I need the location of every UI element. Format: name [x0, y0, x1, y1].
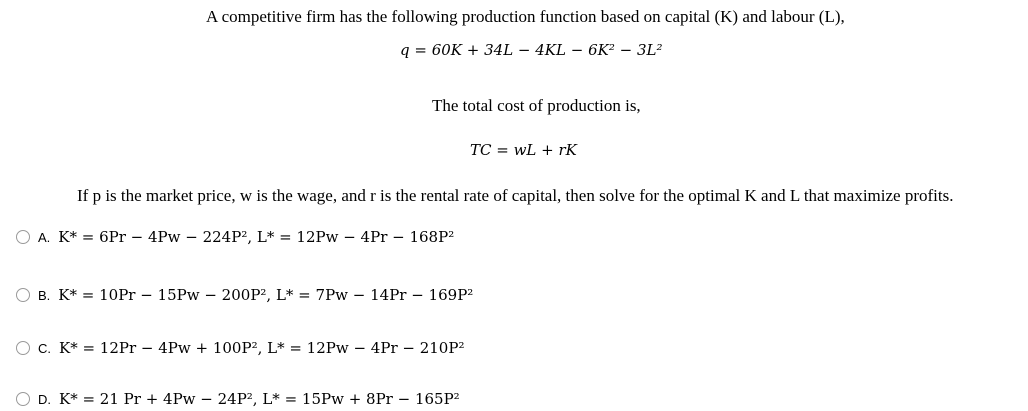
- option-a-text: K* = 6Pr − 4Pw − 224P², L* = 12Pw − 4Pr − 168P²: [58, 228, 455, 246]
- option-d-text: K* = 21 Pr + 4Pw − 24P², L* = 15Pw + 8Pr − 165P²: [59, 390, 460, 408]
- option-c-text: K* = 12Pr − 4Pw + 100P², L* = 12Pw − 4Pr − 210P²: [59, 339, 465, 357]
- radio-option-d[interactable]: [16, 392, 30, 406]
- option-c-letter: C.: [38, 340, 51, 356]
- question-text: If p is the market price, w is the wage, and r is the rental rate of capital, then solve for the optimal K and L that maximize profits.: [77, 186, 954, 205]
- option-a-letter: A.: [38, 229, 51, 245]
- option-c[interactable]: [16, 337, 464, 359]
- option-b[interactable]: [16, 284, 473, 306]
- production-equation: q = 60K + 34L − 4KL − 6K² − 3L²: [400, 41, 663, 59]
- option-d[interactable]: [16, 388, 460, 410]
- radio-option-a[interactable]: [16, 230, 30, 244]
- option-b-text: K* = 10Pr − 15Pw − 200P², L* = 7Pw − 14Pr − 169P²: [58, 286, 474, 304]
- radio-option-c[interactable]: [16, 341, 30, 355]
- cost-intro: The total cost of production is,: [432, 96, 641, 115]
- cost-equation: TC = wL + rK: [470, 141, 577, 159]
- option-a[interactable]: [16, 226, 454, 248]
- radio-option-b[interactable]: [16, 288, 30, 302]
- option-d-letter: D.: [38, 391, 51, 407]
- option-b-letter: B.: [38, 287, 51, 303]
- problem-intro: A competitive firm has the following production function based on capital (K) and labour (L),: [206, 7, 845, 26]
